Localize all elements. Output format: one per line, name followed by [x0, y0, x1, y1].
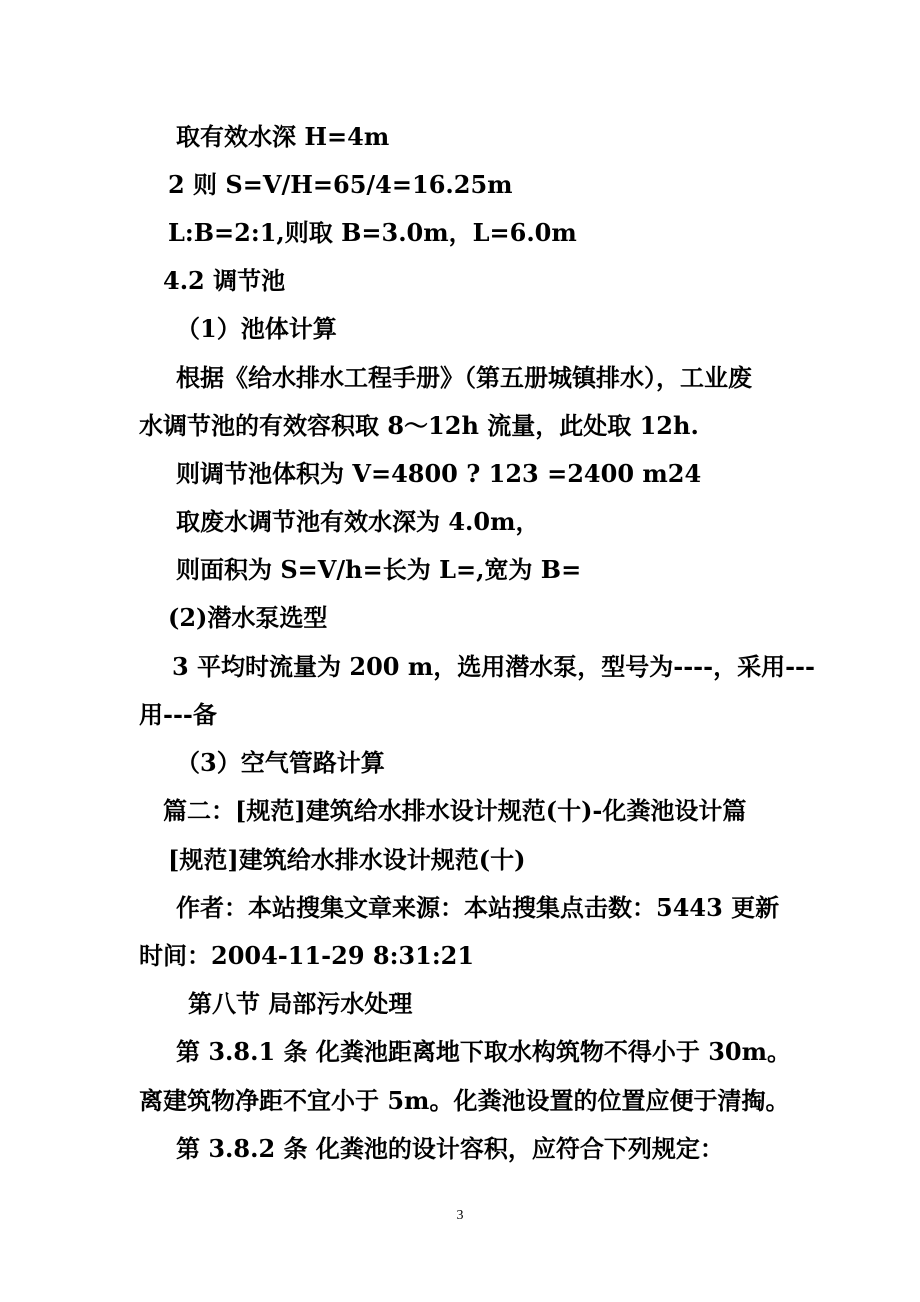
page-number: 3 — [456, 1208, 464, 1223]
text-line: 则调节池体积为 V=4800 ? 123 =2400 m24 — [176, 459, 702, 488]
subsection-heading: （3）空气管路计算 — [176, 748, 385, 777]
text-line: 3 平均时流量为 200 m，选用潜水泵，型号为----，采用--- — [172, 652, 815, 681]
text-line: 第 3.8.2 条 化粪池的设计容积，应符合下列规定： — [176, 1134, 724, 1163]
text-line: 取有效水深 H=4m — [176, 122, 390, 151]
text-line: [规范]建筑给水排水设计规范(十) — [168, 845, 526, 874]
text-line: 取废水调节池有效水深为 4.0m， — [176, 507, 540, 536]
section-heading: 4.2 调节池 — [163, 266, 286, 295]
text-line: 根据《给水排水工程手册》（第五册城镇排水），工业废 — [176, 363, 752, 392]
subsection-heading: (2)潜水泵选型 — [168, 603, 328, 632]
text-line: 2 则 S=V/H=65/4=16.25m — [168, 170, 513, 199]
text-line: 水调节池的有效容积取 8～12h 流量，此处取 12h. — [139, 411, 699, 440]
section-heading: 第八节 局部污水处理 — [188, 989, 413, 1018]
text-line: 用---备 — [139, 700, 217, 729]
text-line: L:B=2:1,则取 B=3.0m，L=6.0m — [168, 218, 577, 247]
chapter-heading: 篇二：[规范]建筑给水排水设计规范(十)-化粪池设计篇 — [163, 796, 747, 825]
subsection-heading: （1）池体计算 — [176, 314, 337, 343]
text-line: 离建筑物净距不宜小于 5m。化粪池设置的位置应便于清掏。 — [139, 1086, 790, 1115]
text-line: 时间：2004-11-29 8:31:21 — [139, 941, 475, 970]
text-line: 则面积为 S=V/h=长为 L=,宽为 B= — [176, 555, 582, 584]
text-line: 作者：本站搜集文章来源：本站搜集点击数：5443 更新 — [176, 893, 780, 922]
text-line: 第 3.8.1 条 化粪池距离地下取水构筑物不得小于 30m。 — [176, 1037, 792, 1066]
